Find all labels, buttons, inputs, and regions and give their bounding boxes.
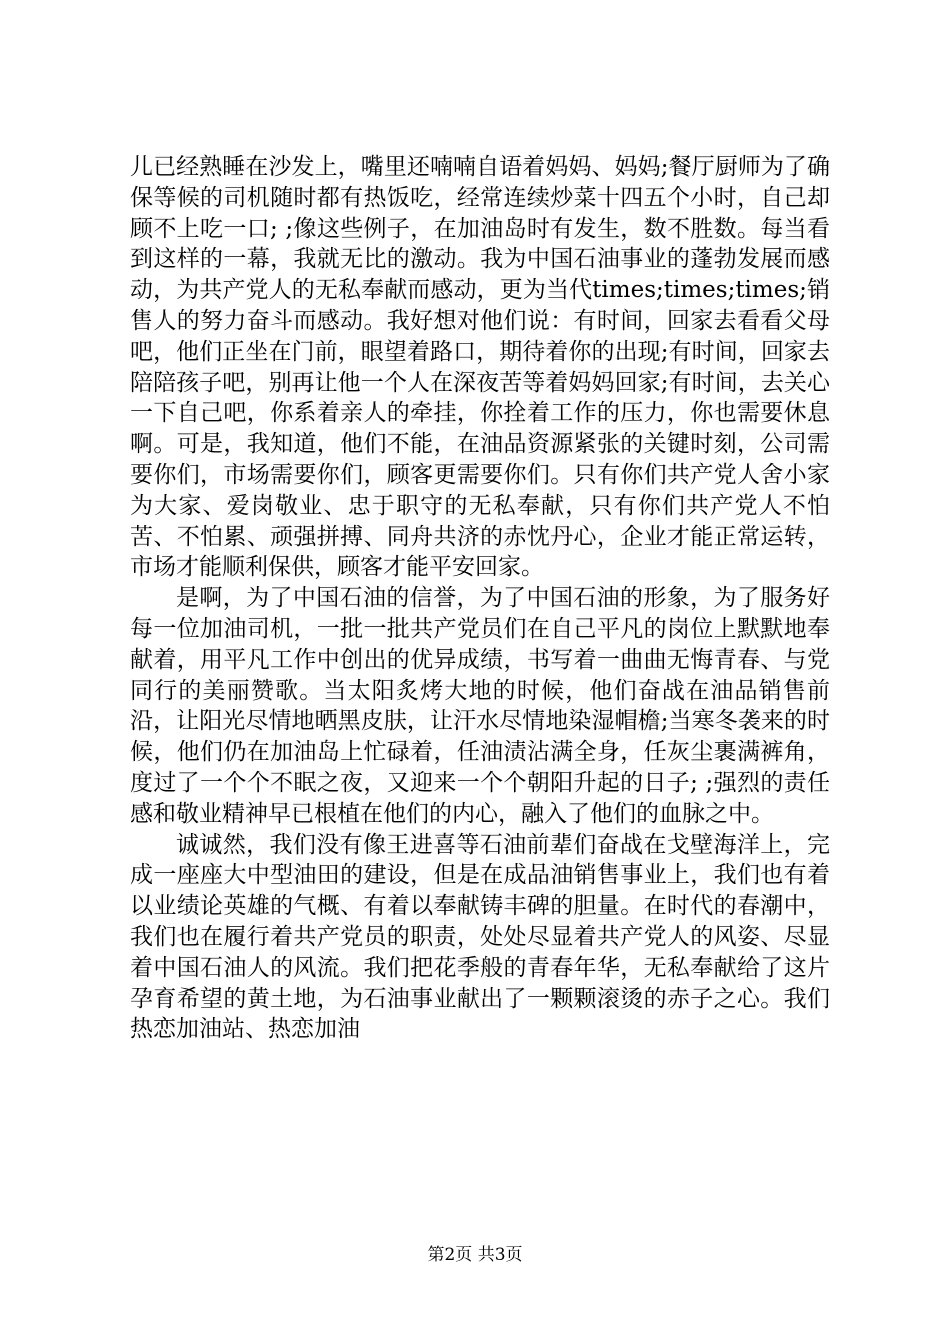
page-footer: 第2页 共3页: [427, 1245, 523, 1265]
paragraph-2: 是啊，为了中国石油的信誉，为了中国石油的形象，为了服务好每一位加油司机，一批一批共产党员们在自己平凡的岗位上默默地奉献着，用平凡工作中创出的优异成绩，书写着一曲曲无悔青春、与党同行的美丽赞歌。当太阳炙烤大地的时候，他们奋战在油品销售前沿，让阳光尽情地晒黑皮肤，让汗水尽情地染湿帽檐;当寒冬袭来的时候，他们仍在加油岛上忙碌着，任油渍沾满全身，任灰尘裹满裤角，度过了一个个不眠之夜，又迎来一个个朝阳升起的日子; ;强烈的责任感和敬业精神早已根植在他们的内心，融入了他们的血脉之中。: [130, 585, 830, 827]
paragraph-1: 儿已经熟睡在沙发上，嘴里还喃喃自语着妈妈、妈妈;餐厅厨师为了确保等候的司机随时都有热饭吃，经常连续炒菜十四五个小时，自己却顾不上吃一口; ;像这些例子，在加油岛时有发生，数不胜数。每当看到这样的一幕，我就无比的激动。我为中国石油事业的蓬勃发展而感动，为共产党人的无私奉献而感动，更为当代times;times;times;销售人的努力奋斗而感动。我好想对他们说：有时间，回家去看看父母吧，他们正坐在门前，眼望着路口，期待着你的出现;有时间，回家去陪陪孩子吧，别再让他一个人在深夜苦等着妈妈回家;有时间，去关心一下自己吧，你系着亲人的牵挂，你拴着工作的压力，你也需要休息啊。可是，我知道，他们不能，在油品资源紧张的关键时刻，公司需要你们，市场需要你们，顾客更需要你们。只有你们共产党人舍小家为大家、爱岗敬业、忠于职守的无私奉献，只有你们共产党人不怕苦、不怕累、顽强拼搏、同舟共济的赤忱丹心，企业才能正常运转，市场才能顺利保供，顾客才能平安回家。: [130, 154, 830, 581]
document-body: [130, 152, 830, 1045]
paragraph-3: 诚诚然，我们没有像王进喜等石油前辈们奋战在戈壁海洋上，完成一座座大中型油田的建设，但是在成品油销售事业上，我们也有着以业绩论英雄的气概、有着以奉献铸丰碑的胆量。在时代的春潮中，我们也在履行着共产党员的职责，处处尽显着共产党人的风姿、尽显着中国石油人的风流。我们把花季般的青春年华，无私奉献给了这片孕育希望的黄土地，为石油事业献出了一颗颗滚烫的赤子之心。我们热恋加油站、热恋加油: [130, 831, 830, 1043]
